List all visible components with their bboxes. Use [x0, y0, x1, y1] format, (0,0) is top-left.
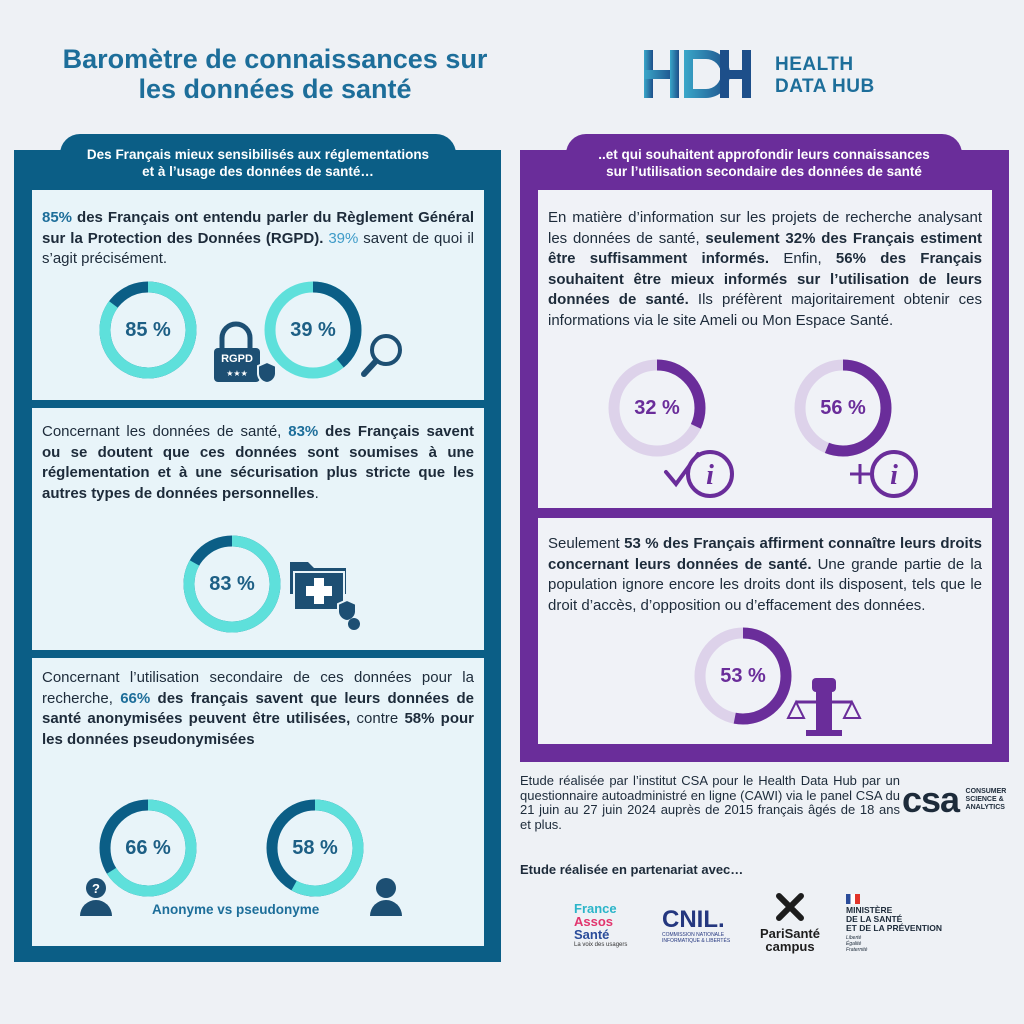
- ring-66-label: 66 %: [125, 837, 171, 859]
- cnil-logo: CNIL. COMMISSION NATIONALE INFORMATIQUE & LIBERTÉS: [662, 906, 731, 944]
- ring-83-label: 83 %: [209, 573, 255, 595]
- info-plus-icon: [850, 452, 916, 496]
- information-text: En matière d’information sur les projets de recherche analysant les données de santé, seulement 32% des Français estiment être suffisamment informés. Enfin, 56% des Français souhaitent être mieux informés sur l’utilisation de leurs données de santé. Ils préfèrent majoritairement obtenir ces informations via le site Ameli ou Mon Espace Santé.: [548, 209, 982, 329]
- svg-text:i: i: [706, 460, 714, 491]
- health-data-regulation-block: [32, 408, 484, 650]
- ring-83: [189, 541, 275, 627]
- ring-56-label: 56 %: [820, 397, 866, 419]
- svg-text:?: ?: [92, 881, 100, 896]
- information-rings: [538, 190, 992, 508]
- ministere-sante-logo: MINISTÈRE DE LA SANTÉ ET DE LA PRÉVENTION Liberté Égalité Fraternité: [846, 894, 942, 953]
- ring-85: [105, 287, 191, 373]
- info-check-icon: [666, 452, 732, 496]
- page-title: Baromètre de connaissances sur les données de santé: [62, 44, 488, 104]
- regulation-ring: [32, 408, 484, 650]
- rights-block: [538, 518, 992, 744]
- left-panel-header: Des Français mieux sensibilisés aux réglementations et à l’usage des données de santé…: [60, 134, 456, 186]
- pseudonymous-user-icon: [370, 878, 402, 916]
- health-data-hub-wordmark: HEALTH DATA HUB: [775, 54, 875, 97]
- parisante-x-icon: [775, 892, 805, 922]
- ring-32: [614, 365, 700, 451]
- rights-text: Seulement 53 % des Français affirment connaître leurs droits concernant leurs données de santé. Une grande partie de la population ignore encore les droits dont ils disposent, tels que le droit d’accès, d’opposition ou d’effacement des données.: [548, 535, 982, 614]
- regulation-text: Concernant les données de santé, 83% des Français savent ou se doutent que ces données sont soumises à une réglementation et à une sécurisation plus stricte que les autres types de données personnelles.: [42, 423, 475, 502]
- ring-53-label: 53 %: [720, 665, 766, 687]
- ring-53: [700, 633, 786, 719]
- magnifier-icon: [364, 336, 400, 374]
- partners-title: Etude réalisée en partenariat avec…: [520, 862, 744, 877]
- study-methodology: Etude réalisée par l’institut CSA pour le Health Data Hub par un questionnaire autoadministré en ligne (CAWI) via le panel CSA du 21 juin au 27 juin 2024 auprès de 2015 français âgés de 18 ans et plus.: [520, 773, 900, 832]
- ring-39-label: 39 %: [290, 319, 336, 341]
- rgpd-badge-text: RGPD: [221, 353, 253, 365]
- ring-39: [270, 287, 356, 373]
- csa-tagline: CONSUMER SCIENCE & ANALYTICS: [965, 788, 1007, 811]
- parisante-campus-logo: PariSanté campus: [750, 892, 830, 953]
- rgpd-block: [32, 190, 484, 400]
- french-flag-icon: [846, 894, 860, 904]
- anonymous-user-icon: [80, 878, 112, 916]
- rgpd-text: 85% des Français ont entendu parler du Règlement Général sur la Protection des Données (RGPD). 39% savent de quoi il s’agit précisément.: [42, 209, 474, 267]
- ring-58-label: 58 %: [292, 837, 338, 859]
- svg-text:i: i: [890, 460, 898, 491]
- rights-ring: [538, 518, 992, 744]
- ring-85-label: 85 %: [125, 319, 171, 341]
- france-assos-sante-logo: France Assos Santé La voix des usagers: [574, 901, 628, 948]
- secondary-use-text: Concernant l’utilisation secondaire de ces données pour la recherche, 66% des français savent que leurs données de santé anonymisées peuvent être utilisées, contre 58% pour les données pseudonymisées: [42, 669, 474, 748]
- health-data-hub-logo-icon: [642, 46, 754, 102]
- medical-folder-icon: [290, 562, 360, 630]
- ring-56: [800, 365, 886, 451]
- right-panel-header: ..et qui souhaitent approfondir leurs connaissances sur l’utilisation secondaire des données de santé: [566, 134, 962, 186]
- anonyme-vs-pseudonyme-legend: Anonyme vs pseudonyme: [152, 902, 320, 917]
- justice-scales-icon: [788, 678, 860, 736]
- ring-58: [272, 805, 358, 891]
- ring-66: [105, 805, 191, 891]
- rgpd-rings: [32, 190, 484, 400]
- rgpd-badge-stars: ★★★: [226, 369, 248, 378]
- csa-mark: csa: [902, 779, 960, 820]
- information-block: [538, 190, 992, 508]
- ring-32-label: 32 %: [634, 397, 680, 419]
- csa-logo: [902, 779, 1007, 820]
